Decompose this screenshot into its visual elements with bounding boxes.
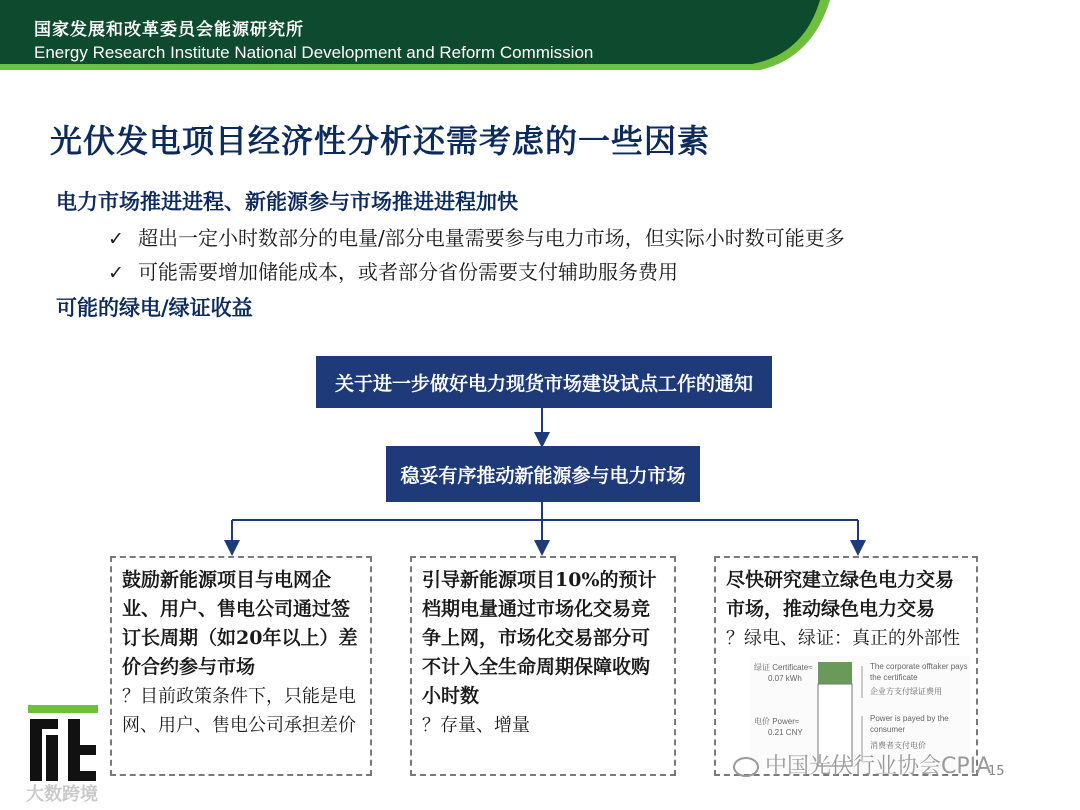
- bullet-sub-2: [108, 256, 678, 285]
- notice-box: 关于进一步做好电力现货市场建设试点工作的通知: [316, 356, 772, 408]
- page-number: 15: [988, 764, 1005, 779]
- measure-box-2: [410, 556, 676, 776]
- slide-title: 光伏发电项目经济性分析还需考虑的一些因素: [50, 122, 711, 160]
- institute-logo: [28, 705, 100, 785]
- mini-value-cert: 0.07 kWh: [768, 674, 802, 683]
- header-banner: [0, 0, 1080, 82]
- measure-3-question: ？绿电、绿证：真正的外部性: [726, 628, 960, 649]
- check-icon: ✓: [108, 228, 124, 250]
- mini-label-power: 电价 Power≈: [754, 717, 800, 726]
- mini-note-2-cn: 消费者支付电价: [870, 741, 926, 750]
- banner-shape: [0, 0, 1080, 82]
- wechat-icon: [733, 757, 759, 777]
- watermark-right-text: 中国光伏行业协会CPIA: [765, 754, 992, 779]
- mini-note-1: The corporate offtaker pays: [870, 662, 968, 671]
- mini-value-power: 0.21 CNY: [768, 728, 803, 737]
- measure-2-question: ？存量、增量: [422, 715, 530, 736]
- institute-name-cn: 国家发展和改革委员会能源研究所: [34, 20, 304, 40]
- measure-1-text: 鼓励新能源项目与电网企业、用户、售电公司通过签订长周期（如20年以上）差价合约参与市场: [122, 569, 358, 678]
- bullet-sub-1-text: 超出一定小时数部分的电量/部分电量需要参与电力市场，但实际小时数可能更多: [138, 226, 845, 250]
- bullet-sub-2-text: 可能需要增加储能成本，或者部分省份需要支付辅助服务费用: [138, 260, 678, 284]
- mini-note-1-cn: 企业方支付绿证费用: [870, 687, 942, 696]
- mini-note-2b: consumer: [870, 725, 906, 734]
- watermark-right: [733, 749, 991, 780]
- bullet-main-1: 电力市场推进进程、新能源参与市场推进进程加快: [56, 190, 518, 214]
- bullet-main-2: 可能的绿电/绿证收益: [56, 296, 253, 320]
- measure-2-text: 引导新能源项目10%的预计档期电量通过市场化交易竞争上网，市场化交易部分可不计入全生命周期保障收购小时数: [422, 569, 657, 707]
- check-icon: ✓: [108, 262, 124, 284]
- mini-label-cert: 绿证 Certificate≈: [754, 663, 813, 672]
- measure-box-1: [110, 556, 372, 776]
- mini-note-2: Power is payed by the: [870, 714, 949, 723]
- bullet-sub-1: [108, 222, 845, 251]
- mini-note-1b: the certificate: [870, 673, 918, 682]
- watermark-left: 大数跨境: [26, 784, 98, 805]
- policy-box: 稳妥有序推动新能源参与电力市场: [386, 446, 700, 502]
- institute-name-en: Energy Research Institute National Development and Reform Commission: [34, 43, 594, 62]
- measure-3-text: 尽快研究建立绿色电力交易市场，推动绿色电力交易: [726, 569, 955, 620]
- measure-1-question: ？目前政策条件下，只能是电网、用户、售电公司承担差价: [122, 686, 356, 736]
